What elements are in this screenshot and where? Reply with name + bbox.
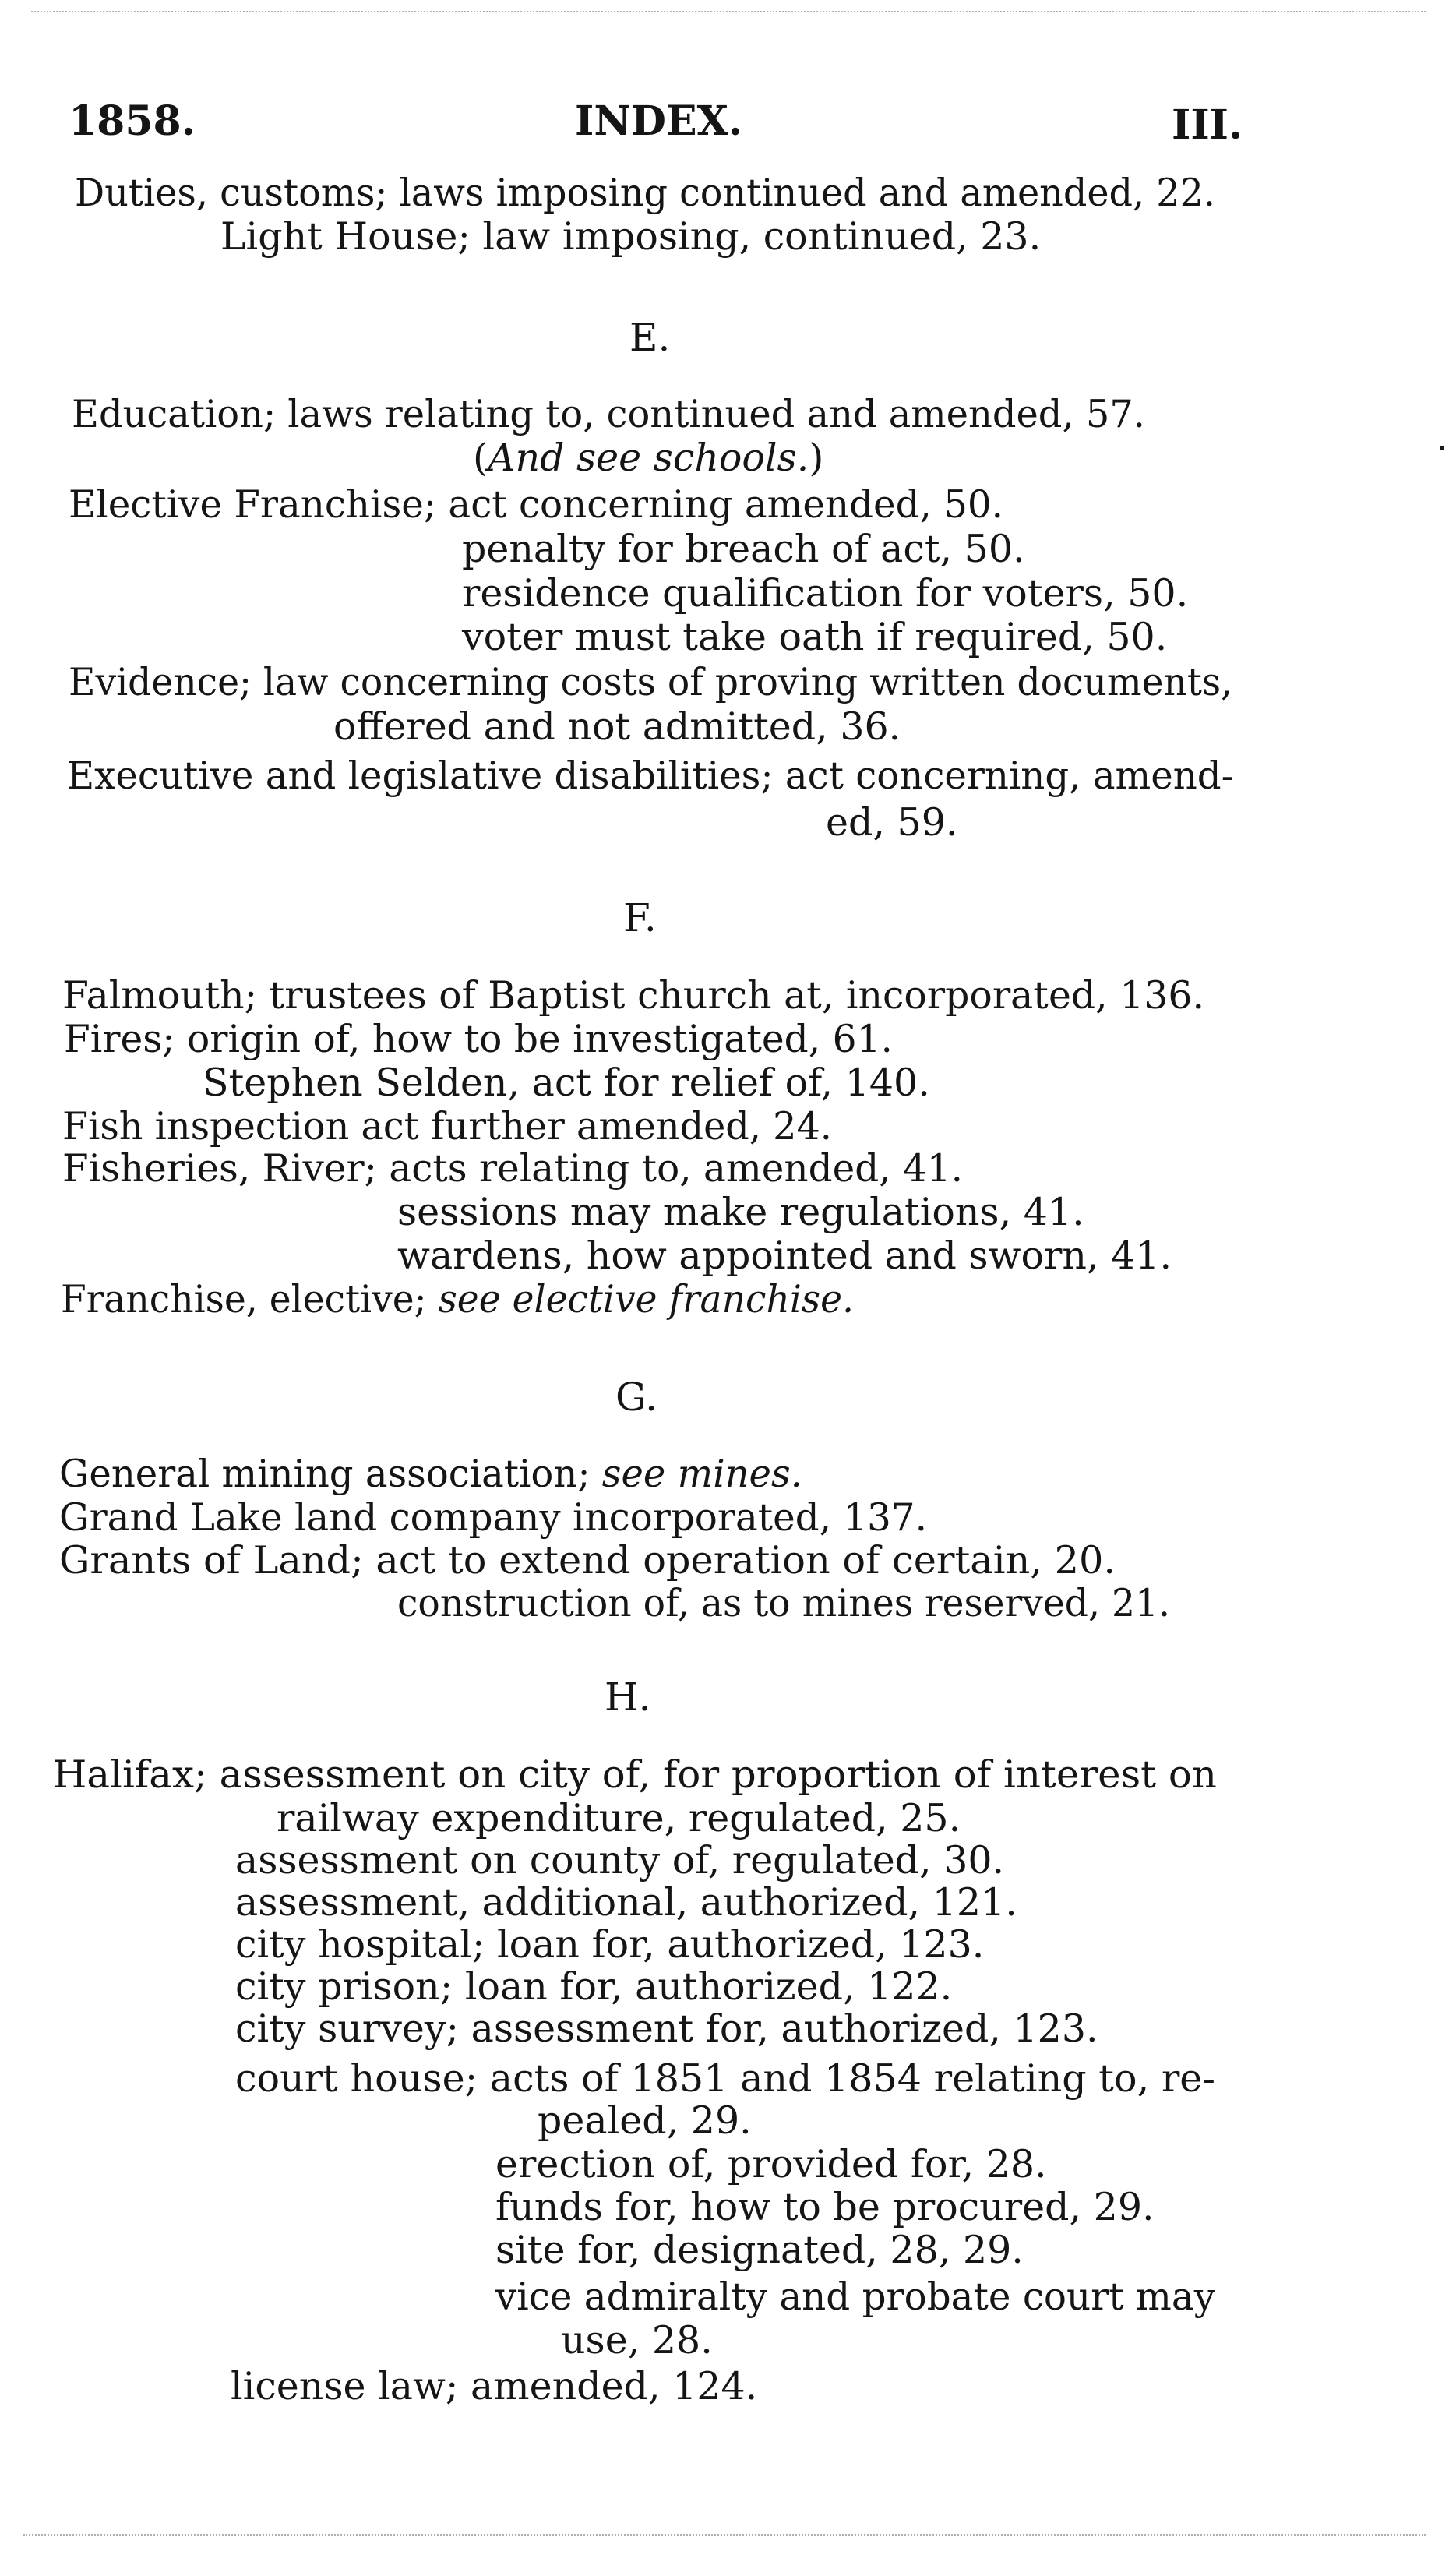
section-letter	[615, 1375, 657, 1419]
index-line	[235, 1923, 984, 1967]
line-text: (	[473, 436, 488, 480]
line-text: pealed, 29.	[538, 2098, 752, 2143]
line-text: vice admiralty and probate court may	[495, 2274, 1216, 2319]
section-letter	[623, 896, 657, 940]
index-line	[203, 1061, 930, 1105]
line-text: city hospital; loan for, authorized, 123.	[235, 1922, 985, 1967]
line-text: license law; amended, 124.	[231, 2364, 758, 2409]
section-letter	[605, 1675, 651, 1719]
line-text: assessment on county of, regulated, 30.	[235, 1838, 1005, 1883]
index-line	[277, 1797, 961, 1840]
line-text: railway expenditure, regulated, 25.	[277, 1796, 961, 1840]
line-text: E.	[629, 315, 671, 360]
index-line	[235, 1839, 1004, 1883]
index-line	[75, 171, 1215, 215]
line-text: Evidence; law concerning costs of proving written documents,	[69, 660, 1233, 704]
line-text: Executive and legislative disabilities; act concerning, amend-	[67, 753, 1234, 798]
line-text: wardens, how appointed and sworn, 41.	[397, 1233, 1172, 1278]
index-line	[231, 2365, 757, 2409]
index-line	[235, 1881, 1017, 1925]
index-line	[495, 2186, 1155, 2229]
line-text: sessions may make regulations, 41.	[397, 1190, 1084, 1234]
index-line	[59, 1452, 802, 1496]
index-line	[495, 2229, 1024, 2272]
index-line	[72, 393, 1145, 436]
line-text: Education; laws relating to, continued and amended, 57.	[72, 392, 1146, 436]
line-text: General mining association;	[59, 1452, 602, 1496]
index-line	[495, 2275, 1215, 2319]
line-text: Duties, customs; laws imposing continued and amended, 22.	[75, 171, 1216, 215]
header-year: 1858.	[69, 97, 196, 145]
index-line	[53, 1753, 1217, 1797]
index-line	[62, 974, 1204, 1018]
index-line	[59, 1539, 1116, 1583]
line-text: Grants of Land; act to extend operation of certain, 20.	[59, 1538, 1116, 1583]
italic-cross-reference: see mines.	[601, 1452, 802, 1496]
bottom-edge-specks	[23, 2534, 1426, 2537]
index-line	[67, 754, 1234, 798]
line-text: voter must take oath if required, 50.	[462, 615, 1168, 659]
line-text: Light House; law imposing, continued, 23.	[220, 214, 1042, 259]
header-title: INDEX.	[575, 97, 743, 145]
line-text: funds for, how to be procured, 29.	[495, 2185, 1155, 2229]
line-text: assessment, additional, authorized, 121.	[235, 1880, 1017, 1925]
index-line	[69, 661, 1232, 704]
line-text: H.	[605, 1675, 651, 1720]
index-line	[397, 1191, 1084, 1234]
line-text: Elective Franchise; act concerning amended, 50.	[69, 482, 1004, 527]
line-text: Fish inspection act further amended, 24.	[62, 1104, 832, 1149]
index-line	[462, 528, 1025, 571]
index-line	[495, 2143, 1047, 2186]
index-line	[826, 801, 957, 845]
line-text: Falmouth; trustees of Baptist church at, incorporated, 136.	[62, 973, 1204, 1018]
italic-cross-reference: see elective franchise.	[438, 1277, 855, 1322]
line-text: penalty for breach of act, 50.	[462, 527, 1025, 571]
line-text: Halifax; assessment on city of, for proportion of interest on	[53, 1752, 1217, 1797]
line-text: Fires; origin of, how to be investigated, 61.	[64, 1017, 893, 1061]
index-line	[333, 705, 901, 749]
line-text: residence qualification for voters, 50.	[462, 571, 1189, 616]
index-line	[397, 1234, 1172, 1278]
line-text: construction of, as to mines reserved, 21.	[397, 1581, 1171, 1625]
italic-cross-reference: And see schools.	[488, 436, 809, 480]
top-edge-specks	[31, 11, 1426, 14]
line-text: city prison; loan for, authorized, 122.	[235, 1964, 953, 2009]
index-line	[62, 1105, 832, 1149]
index-line	[397, 1582, 1170, 1625]
line-text: city survey; assessment for, authorized, 123.	[235, 2006, 1098, 2051]
index-line	[235, 2057, 1215, 2101]
line-text: Stephen Selden, act for relief of, 140.	[203, 1060, 930, 1105]
line-text: use, 28.	[561, 2318, 713, 2363]
line-text: )	[809, 436, 824, 480]
index-line	[462, 616, 1167, 659]
index-line	[61, 1278, 854, 1322]
line-text: F.	[623, 895, 657, 940]
index-line	[473, 436, 823, 480]
line-text: ed, 59.	[826, 800, 958, 845]
line-text: offered and not admitted, 36.	[333, 704, 901, 749]
line-text: Franchise, elective;	[61, 1277, 439, 1322]
section-letter	[629, 316, 670, 359]
index-line	[59, 1496, 927, 1540]
index-line	[62, 1147, 963, 1191]
index-line	[235, 2007, 1098, 2051]
line-text: erection of, provided for, 28.	[495, 2142, 1047, 2186]
index-line	[69, 483, 1003, 527]
index-line	[220, 215, 1041, 259]
line-text: G.	[615, 1375, 658, 1420]
line-text: court house; acts of 1851 and 1854 relating to, re-	[235, 2056, 1215, 2101]
index-line	[561, 2319, 713, 2363]
index-line	[235, 1965, 952, 2009]
line-text: Fisheries, River; acts relating to, amended, 41.	[62, 1146, 963, 1191]
header-page-number: III.	[1172, 101, 1243, 149]
line-text: site for, designated, 28, 29.	[495, 2228, 1024, 2272]
line-text: Grand Lake land company incorporated, 137.	[59, 1495, 927, 1540]
index-line	[462, 572, 1188, 616]
index-line	[64, 1018, 893, 1061]
margin-dot	[1440, 446, 1444, 450]
index-line	[538, 2099, 752, 2143]
